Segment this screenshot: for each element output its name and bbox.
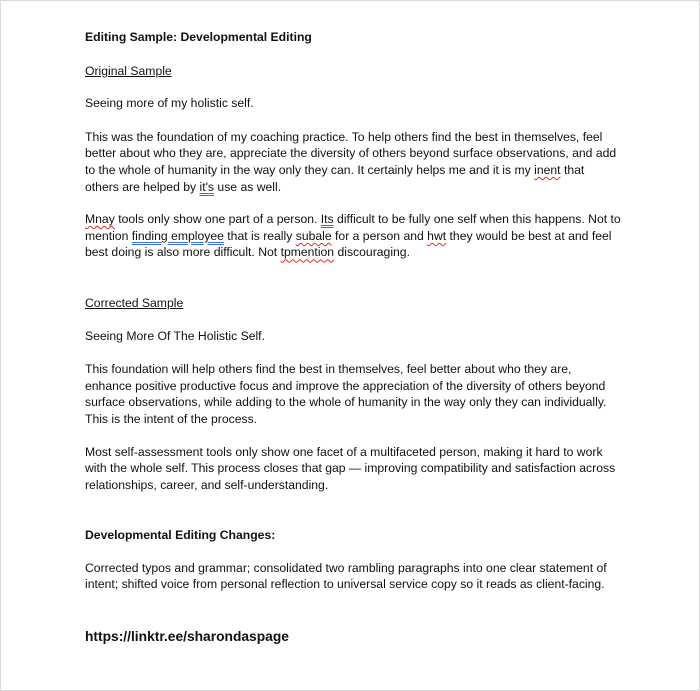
original-p2-text-c: that is really bbox=[223, 228, 296, 243]
original-sample-heading: Original Sample bbox=[85, 63, 172, 78]
grammar-error-finding-employee[interactable]: finding employee bbox=[131, 228, 224, 243]
grammar-error-its-2[interactable]: Its bbox=[320, 212, 334, 227]
spelling-error-inent[interactable]: inent bbox=[534, 162, 561, 177]
document-title: Editing Sample: Developmental Editing bbox=[85, 30, 312, 44]
original-p2-text-a: tools only show one part of a person. bbox=[114, 212, 321, 227]
corrected-paragraph-2: Most self-assessment tools only show one facet of a multifaceted person, making it hard to work with the whole self. This process closes that gap — improving compatibility and satisfaction across relationships, career, and self-understanding. bbox=[85, 444, 616, 492]
original-p2-text-b: difficult to be fully one self when this happens. Not to mention bbox=[85, 212, 621, 243]
original-p2-text-f: discouraging. bbox=[334, 245, 410, 260]
original-p2-text-d: for a person and bbox=[331, 228, 428, 243]
original-paragraph-1 bbox=[85, 129, 621, 195]
document-body bbox=[85, 29, 621, 646]
original-paragraph-2 bbox=[85, 211, 621, 261]
corrected-sample-subtitle: Seeing More Of The Holistic Self. bbox=[85, 328, 265, 343]
spelling-error-mnay[interactable]: Mnay bbox=[85, 212, 115, 227]
grammar-error-its[interactable]: it's bbox=[199, 179, 215, 194]
linktree-link[interactable]: https://linktr.ee/sharondaspage bbox=[85, 629, 289, 645]
corrected-sample-heading: Corrected Sample bbox=[85, 295, 184, 310]
original-p1-text-a: This was the foundation of my coaching practice. To help others find the best in themselves, feel better about who they are, appreciate the diversity of others beyond surface observations, and add to the whole of humanity in the way only they can. It certainly helps me and it is my bbox=[85, 129, 617, 177]
original-p2-text-e: they would be best at and feel best doing is also more difficult. Not bbox=[85, 228, 612, 260]
editing-changes-heading: Developmental Editing Changes: bbox=[85, 528, 276, 543]
spelling-error-subale[interactable]: subale bbox=[295, 228, 332, 243]
original-p1-text-b: that others are helped by bbox=[85, 162, 585, 194]
section-spacer-2 bbox=[85, 509, 621, 527]
original-sample-subtitle: Seeing more of my holistic self. bbox=[85, 96, 254, 111]
original-p1-text-c: use as well. bbox=[214, 179, 282, 194]
corrected-paragraph-1: This foundation will help others find the best in themselves, feel better about who they are, enhance positive productive focus and improve the appreciation of the diversity of others beyond surface observations, while adding to the whole of humanity in the way only they can individually. This is the intent of the process. bbox=[85, 362, 607, 426]
spelling-error-tpmention[interactable]: tpmention bbox=[280, 245, 335, 260]
editing-changes-text: Corrected typos and grammar; consolidated two rambling paragraphs into one clear statement of intent; shifted voice from personal reflection to universal service copy so it reads as client-facing. bbox=[85, 560, 607, 592]
section-spacer bbox=[85, 277, 621, 295]
spelling-error-hwt[interactable]: hwt bbox=[427, 228, 447, 243]
